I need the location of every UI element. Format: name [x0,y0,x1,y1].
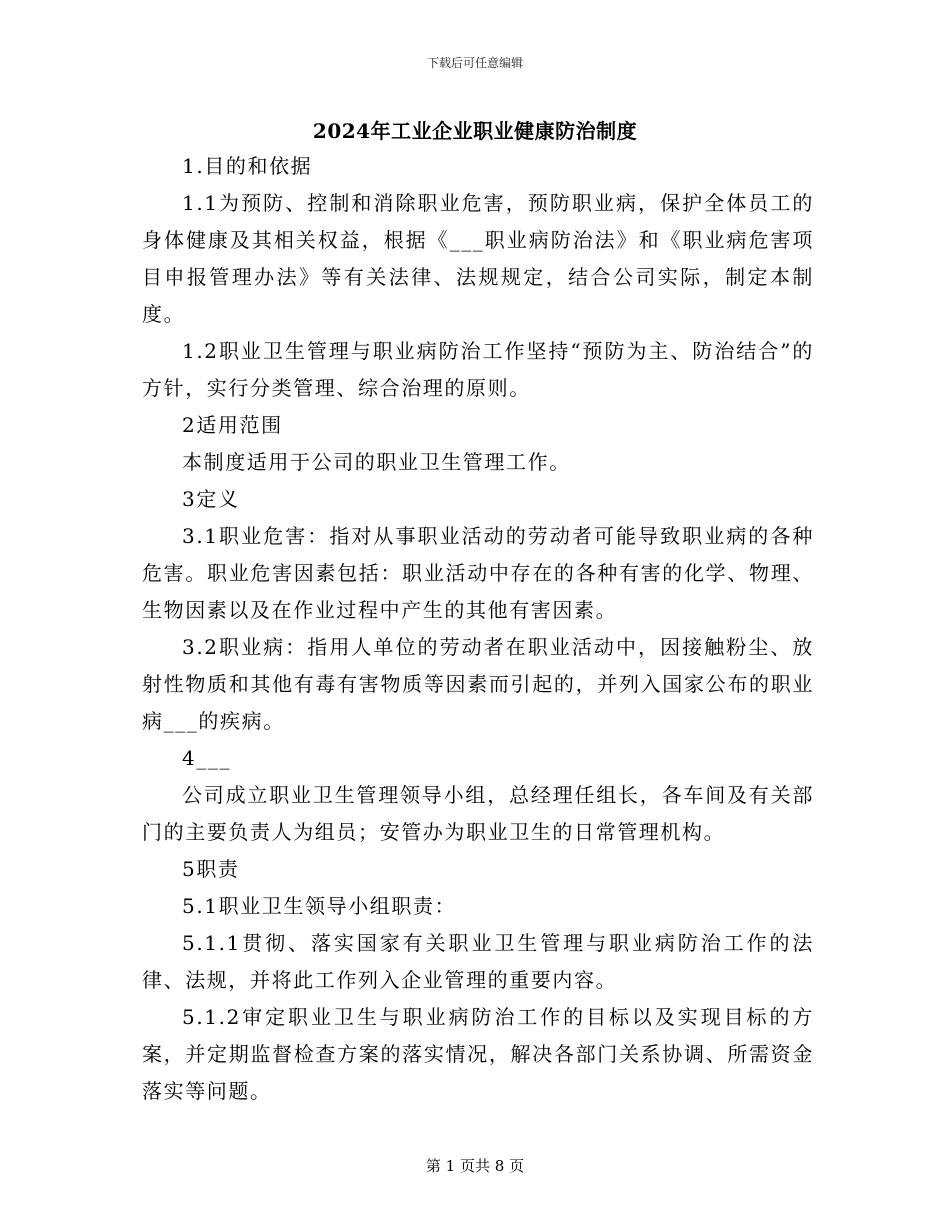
paragraph-5-1: 5.1职业卫生领导小组职责： [182,894,457,918]
paragraph-4-body: 公司成立职业卫生管理领导小组，总经理任组长，各车间及有关部门的主要负责人为组员；安管办为职业卫生的日常管理机构。 [142,783,814,844]
paragraph-1-2: 1.2职业卫生管理与职业病防治工作坚持“预防为主、防治结合”的方针，实行分类管理、综合治理的原则。 [142,339,814,400]
document-body [142,148,814,1110]
paragraph-5-1-1: 5.1.1贯彻、落实国家有关职业卫生管理与职业病防治工作的法律、法规，并将此工作列入企业管理的重要内容。 [142,931,814,992]
paragraph-3-1: 3.1职业危害：指对从事职业活动的劳动者可能导致职业病的各种危害。职业危害因素包括：职业活动中存在的各种有害的化学、物理、生物因素以及在作业过程中产生的其他有害因素。 [142,524,814,622]
paragraph-2: 2适用范围 [182,413,283,437]
paragraph-5-1-2: 5.1.2审定职业卫生与职业病防治工作的目标以及实现目标的方案，并定期监督检查方案的落实情况，解决各部门关系协调、所需资金落实等问题。 [142,1005,814,1103]
paragraph-3: 3定义 [182,487,240,511]
header-note: 下载后可任意编辑 [426,56,523,70]
paragraph-3-2: 3.2职业病：指用人单位的劳动者在职业活动中，因接触粉尘、放射性物质和其他有毒有害物质等因素而引起的，并列入国家公布的职业病___的疾病。 [142,635,814,733]
document-title: 2024年工业企业职业健康防治制度 [312,119,638,143]
paragraph-2-body: 本制度适用于公司的职业卫生管理工作。 [182,450,571,474]
paragraph-1: 1.目的和依据 [182,154,313,178]
paragraph-4: 4___ [182,746,232,770]
paragraph-5: 5职责 [182,857,240,881]
page-footer: 第 1 页共 8 页 [425,1157,525,1175]
paragraph-1-1: 1.1为预防、控制和消除职业危害，预防职业病，保护全体员工的身体健康及其相关权益，根据《___职业病防治法》和《职业病危害项目申报管理办法》等有关法律、法规规定，结合公司实际，制定本制度。 [142,191,814,326]
